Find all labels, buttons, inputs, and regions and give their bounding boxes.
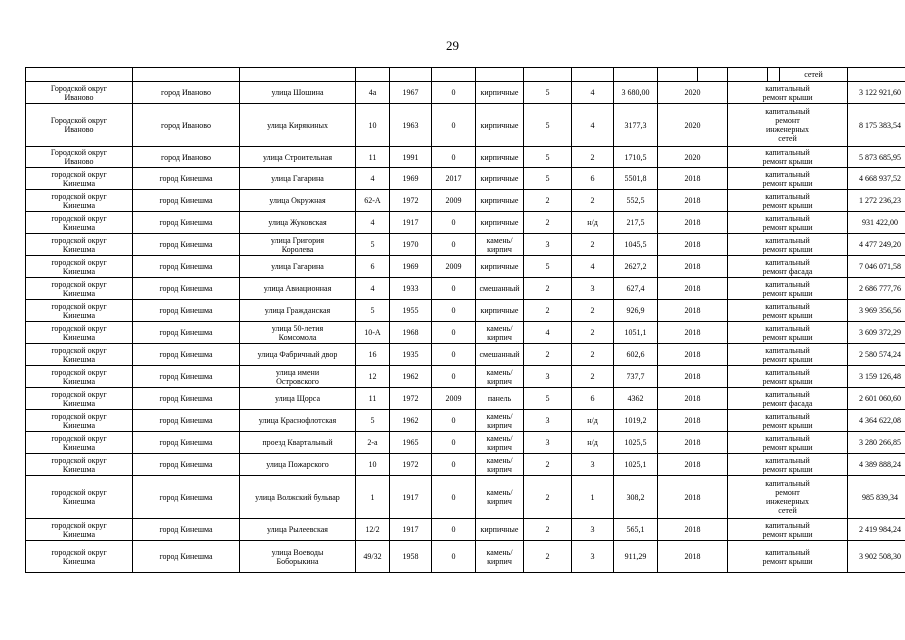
table-cell: улица Строительная bbox=[240, 147, 356, 168]
table-cell: капитальный ремонт инженерных сетей bbox=[728, 476, 848, 519]
table-cell: 10 bbox=[356, 454, 390, 476]
table-cell: камень/кирпич bbox=[476, 322, 524, 344]
table-cell: 1710,5 bbox=[614, 147, 658, 168]
table-cell: 2 bbox=[524, 519, 572, 541]
table-cell: 2 bbox=[524, 278, 572, 300]
table-cell: 911,29 bbox=[614, 541, 658, 573]
table-cell: 4 bbox=[356, 168, 390, 190]
table-cell: 1962 bbox=[390, 366, 432, 388]
table-cell: 0 bbox=[432, 344, 476, 366]
table-cell: 1917 bbox=[390, 519, 432, 541]
table-cell: кирпичные bbox=[476, 82, 524, 104]
table-cell: 2018 bbox=[658, 322, 728, 344]
table-cell: 931 422,00 bbox=[848, 212, 905, 234]
table-row bbox=[26, 147, 905, 168]
table-cell: 2 bbox=[572, 190, 614, 212]
table-cell: город Кинешма bbox=[133, 256, 240, 278]
table-cell: 2 686 777,76 bbox=[848, 278, 905, 300]
table-cell: 10 bbox=[356, 104, 390, 147]
table-cell: городской округ Кинешма bbox=[26, 322, 133, 344]
table-cell: капитальный ремонт крыши bbox=[728, 432, 848, 454]
table-cell: камень/кирпич bbox=[476, 432, 524, 454]
table-cell: город Кинешма bbox=[133, 190, 240, 212]
table-cell: 3 122 921,60 bbox=[848, 82, 905, 104]
table-cell: городской округ Кинешма bbox=[26, 432, 133, 454]
table-cell: 3 bbox=[524, 432, 572, 454]
table-cell: город Кинешма bbox=[133, 278, 240, 300]
table-cell: капитальный ремонт крыши bbox=[728, 234, 848, 256]
table-cell: 0 bbox=[432, 278, 476, 300]
table-cell: 2 bbox=[524, 454, 572, 476]
table-cell: 2627,2 bbox=[614, 256, 658, 278]
table-cell: смешанный bbox=[476, 278, 524, 300]
table-cell: камень/кирпич bbox=[476, 410, 524, 432]
table-cell: 62-А bbox=[356, 190, 390, 212]
table-row bbox=[26, 344, 905, 366]
table-cell: 10-А bbox=[356, 322, 390, 344]
table-cell: городской округ Кинешма bbox=[26, 190, 133, 212]
table-cell: 2 bbox=[572, 366, 614, 388]
table-cell: 1991 bbox=[390, 147, 432, 168]
table-cell: 2 bbox=[524, 344, 572, 366]
table-cell: 985 839,34 bbox=[848, 476, 905, 519]
table-cell: 49/32 bbox=[356, 541, 390, 573]
table-cell: улица Воеводы Боборыкина bbox=[240, 541, 356, 573]
table-cell: город Кинешма bbox=[133, 541, 240, 573]
table-cell: 2018 bbox=[658, 190, 728, 212]
table-cell: городской округ Кинешма bbox=[26, 454, 133, 476]
table-cell: 2009 bbox=[432, 256, 476, 278]
table-cell: город Кинешма bbox=[133, 344, 240, 366]
table-cell bbox=[728, 68, 768, 82]
table-cell bbox=[572, 68, 614, 82]
table-row bbox=[26, 388, 905, 410]
table-cell: 1 bbox=[572, 476, 614, 519]
table-cell bbox=[614, 68, 658, 82]
table-cell: 5 bbox=[356, 300, 390, 322]
table-cell: капитальный ремонт крыши bbox=[728, 410, 848, 432]
table-cell: улица Жуковская bbox=[240, 212, 356, 234]
table-row bbox=[26, 104, 905, 147]
table-cell: 3 bbox=[572, 278, 614, 300]
table-cell: городской округ Кинешма bbox=[26, 519, 133, 541]
table-cell: 5 bbox=[524, 168, 572, 190]
table-cell: 4 477 249,20 bbox=[848, 234, 905, 256]
table-cell: 12 bbox=[356, 366, 390, 388]
table-cell: 2018 bbox=[658, 366, 728, 388]
table-cell: городской округ Кинешма bbox=[26, 388, 133, 410]
table-cell: город Кинешма bbox=[133, 388, 240, 410]
table-cell: 1967 bbox=[390, 82, 432, 104]
table-cell: городской округ Кинешма bbox=[26, 476, 133, 519]
table-cell: 6 bbox=[572, 168, 614, 190]
table-cell: 1965 bbox=[390, 432, 432, 454]
table-cell: 1970 bbox=[390, 234, 432, 256]
table-cell: 3 159 126,48 bbox=[848, 366, 905, 388]
table-cell: город Кинешма bbox=[133, 476, 240, 519]
table-cell: 4а bbox=[356, 82, 390, 104]
table-cell: 2018 bbox=[658, 410, 728, 432]
table-cell: 5 873 685,95 bbox=[848, 147, 905, 168]
table-cell: 2018 bbox=[658, 168, 728, 190]
table-cell: 4 389 888,24 bbox=[848, 454, 905, 476]
table-cell: 0 bbox=[432, 234, 476, 256]
table-cell: улица Пожарского bbox=[240, 454, 356, 476]
table-cell: 0 bbox=[432, 432, 476, 454]
table-cell: 2018 bbox=[658, 344, 728, 366]
table-cell: капитальный ремонт крыши bbox=[728, 278, 848, 300]
table-cell: 3 969 356,56 bbox=[848, 300, 905, 322]
table-cell: камень/кирпич bbox=[476, 234, 524, 256]
table-cell: 552,5 bbox=[614, 190, 658, 212]
table-cell: 0 bbox=[432, 541, 476, 573]
table-cell: Городской округ Иваново bbox=[26, 82, 133, 104]
table-cell: 0 bbox=[432, 300, 476, 322]
table-cell: 2 bbox=[524, 476, 572, 519]
table-cell: город Кинешма bbox=[133, 212, 240, 234]
table-cell: 0 bbox=[432, 322, 476, 344]
table-cell: городской округ Кинешма bbox=[26, 366, 133, 388]
table-cell: 1 272 236,23 bbox=[848, 190, 905, 212]
table-cell: 0 bbox=[432, 519, 476, 541]
table-cell: 2018 bbox=[658, 432, 728, 454]
table-cell: 3 bbox=[572, 541, 614, 573]
table-cell: 3 bbox=[572, 519, 614, 541]
table-cell: улица имени Островского bbox=[240, 366, 356, 388]
table-cell: кирпичные bbox=[476, 519, 524, 541]
table-cell: 2018 bbox=[658, 278, 728, 300]
table-row bbox=[26, 68, 905, 82]
table-cell bbox=[26, 68, 133, 82]
table-cell: 5 bbox=[356, 410, 390, 432]
table-cell: 4362 bbox=[614, 388, 658, 410]
table-cell: капитальный ремонт крыши bbox=[728, 541, 848, 573]
table-cell: капитальный ремонт крыши bbox=[728, 322, 848, 344]
table-cell: кирпичные bbox=[476, 190, 524, 212]
table-cell: 0 bbox=[432, 410, 476, 432]
table-cell: 3 280 266,85 bbox=[848, 432, 905, 454]
table-cell: город Кинешма bbox=[133, 432, 240, 454]
table-cell: кирпичные bbox=[476, 147, 524, 168]
table-cell: 4 bbox=[356, 278, 390, 300]
table-cell: 5 bbox=[524, 104, 572, 147]
table-cell: 0 bbox=[432, 82, 476, 104]
table-cell: 7 046 071,58 bbox=[848, 256, 905, 278]
table-cell: 3 bbox=[524, 410, 572, 432]
table-cell: 5 bbox=[524, 256, 572, 278]
table-cell: 2018 bbox=[658, 454, 728, 476]
table-cell: 1958 bbox=[390, 541, 432, 573]
table-cell: улица Гагарина bbox=[240, 256, 356, 278]
table-row bbox=[26, 234, 905, 256]
table-cell: 2 bbox=[524, 541, 572, 573]
table-cell: капитальный ремонт крыши bbox=[728, 212, 848, 234]
table-cell: капитальный ремонт крыши bbox=[728, 519, 848, 541]
table-cell: 4 bbox=[572, 104, 614, 147]
table-cell: 2 419 984,24 bbox=[848, 519, 905, 541]
table-cell: улица 50-летия Комсомола bbox=[240, 322, 356, 344]
table-cell bbox=[698, 68, 728, 82]
table-cell bbox=[768, 68, 780, 82]
table-cell bbox=[240, 68, 356, 82]
table-cell: улица Гагарина bbox=[240, 168, 356, 190]
table-cell: 2 bbox=[572, 344, 614, 366]
table-cell: 3 bbox=[524, 366, 572, 388]
table-cell: 5 bbox=[524, 147, 572, 168]
table-cell bbox=[390, 68, 432, 82]
table-cell: город Кинешма bbox=[133, 366, 240, 388]
table-cell: камень/кирпич bbox=[476, 366, 524, 388]
table-cell: 2018 bbox=[658, 388, 728, 410]
table-cell: город Иваново bbox=[133, 104, 240, 147]
page-number: 29 bbox=[446, 38, 459, 53]
table-cell: улица Фабричный двор bbox=[240, 344, 356, 366]
table-cell bbox=[476, 68, 524, 82]
table-cell: 1917 bbox=[390, 212, 432, 234]
table-cell: 0 bbox=[432, 212, 476, 234]
table-cell: 4 bbox=[572, 82, 614, 104]
table-cell: город Иваново bbox=[133, 82, 240, 104]
table-cell: 602,6 bbox=[614, 344, 658, 366]
table-cell: капитальный ремонт крыши bbox=[728, 344, 848, 366]
table-cell: улица Григория Королева bbox=[240, 234, 356, 256]
table-row bbox=[26, 454, 905, 476]
table-cell: 12/2 bbox=[356, 519, 390, 541]
table-row bbox=[26, 432, 905, 454]
table-cell: 0 bbox=[432, 104, 476, 147]
table-cell: городской округ Кинешма bbox=[26, 278, 133, 300]
table-cell: городской округ Кинешма bbox=[26, 410, 133, 432]
table-cell: 2018 bbox=[658, 476, 728, 519]
table-cell: улица Волжский бульвар bbox=[240, 476, 356, 519]
table-row bbox=[26, 476, 905, 519]
table-cell: улица Шошина bbox=[240, 82, 356, 104]
table-cell: улица Кирякиных bbox=[240, 104, 356, 147]
table-cell: 1968 bbox=[390, 322, 432, 344]
table-cell: 2 bbox=[572, 322, 614, 344]
table-cell: 3 609 372,29 bbox=[848, 322, 905, 344]
table-cell: 2018 bbox=[658, 256, 728, 278]
table-cell: 2020 bbox=[658, 104, 728, 147]
table-cell: 2009 bbox=[432, 388, 476, 410]
table-cell: смешанный bbox=[476, 344, 524, 366]
table-cell: 2 bbox=[572, 147, 614, 168]
table-cell: 2018 bbox=[658, 541, 728, 573]
table-cell: кирпичные bbox=[476, 168, 524, 190]
table-cell: 2018 bbox=[658, 300, 728, 322]
table-row bbox=[26, 82, 905, 104]
table-cell: 8 175 383,54 bbox=[848, 104, 905, 147]
table-cell: кирпичные bbox=[476, 104, 524, 147]
table-cell: улица Окружная bbox=[240, 190, 356, 212]
table-cell: 1025,5 bbox=[614, 432, 658, 454]
table-row bbox=[26, 366, 905, 388]
table-cell: 4 bbox=[572, 256, 614, 278]
table-cell: город Кинешма bbox=[133, 454, 240, 476]
table-cell: 308,2 bbox=[614, 476, 658, 519]
table-cell: 2 bbox=[572, 300, 614, 322]
table-cell: 1969 bbox=[390, 256, 432, 278]
table-cell: город Кинешма bbox=[133, 168, 240, 190]
table-cell: н/д bbox=[572, 432, 614, 454]
table-cell: 1955 bbox=[390, 300, 432, 322]
table-cell: сетей bbox=[780, 68, 848, 82]
table-cell: кирпичные bbox=[476, 256, 524, 278]
table-row bbox=[26, 168, 905, 190]
table-cell: капитальный ремонт инженерных сетей bbox=[728, 104, 848, 147]
table-cell: 3 902 508,30 bbox=[848, 541, 905, 573]
table-cell: городской округ Кинешма bbox=[26, 234, 133, 256]
table-cell: 4 364 622,08 bbox=[848, 410, 905, 432]
table-cell: 1972 bbox=[390, 190, 432, 212]
table-cell: 3177,3 bbox=[614, 104, 658, 147]
table-cell: 6 bbox=[356, 256, 390, 278]
table-cell: 3 680,00 bbox=[614, 82, 658, 104]
table-cell: 2018 bbox=[658, 234, 728, 256]
table-cell: 5 bbox=[524, 82, 572, 104]
table-cell: город Кинешма bbox=[133, 234, 240, 256]
table-cell bbox=[356, 68, 390, 82]
table-cell: капитальный ремонт фасада bbox=[728, 388, 848, 410]
table-cell bbox=[133, 68, 240, 82]
table-cell: 2-а bbox=[356, 432, 390, 454]
table-cell: 627,4 bbox=[614, 278, 658, 300]
table-cell: 1933 bbox=[390, 278, 432, 300]
table-cell: улица Краснофлотская bbox=[240, 410, 356, 432]
table-cell: городской округ Кинешма bbox=[26, 344, 133, 366]
table-cell: 2 601 060,60 bbox=[848, 388, 905, 410]
table-cell: город Кинешма bbox=[133, 300, 240, 322]
table-cell: 1025,1 bbox=[614, 454, 658, 476]
table-cell: 1962 bbox=[390, 410, 432, 432]
table-row bbox=[26, 300, 905, 322]
table-cell: город Кинешма bbox=[133, 519, 240, 541]
table-cell: капитальный ремонт крыши bbox=[728, 366, 848, 388]
table-cell: камень/кирпич bbox=[476, 541, 524, 573]
table-cell: 2018 bbox=[658, 212, 728, 234]
table-cell: капитальный ремонт крыши bbox=[728, 82, 848, 104]
table-cell: 0 bbox=[432, 147, 476, 168]
table-cell: 0 bbox=[432, 366, 476, 388]
table-cell: 5 bbox=[356, 234, 390, 256]
table-row bbox=[26, 256, 905, 278]
table-cell: улица Щорса bbox=[240, 388, 356, 410]
table-cell: капитальный ремонт крыши bbox=[728, 300, 848, 322]
table-cell: 737,7 bbox=[614, 366, 658, 388]
table-cell: городской округ Кинешма bbox=[26, 256, 133, 278]
table-cell bbox=[848, 68, 905, 82]
table-cell: 1 bbox=[356, 476, 390, 519]
table-cell: капитальный ремонт фасада bbox=[728, 256, 848, 278]
table-cell: 5501,8 bbox=[614, 168, 658, 190]
table-cell: капитальный ремонт крыши bbox=[728, 147, 848, 168]
table-cell: городской округ Кинешма bbox=[26, 168, 133, 190]
table-cell: кирпичные bbox=[476, 300, 524, 322]
table-cell: 2 bbox=[524, 300, 572, 322]
table-cell: 11 bbox=[356, 388, 390, 410]
table-cell: 1051,1 bbox=[614, 322, 658, 344]
table-cell: 1045,5 bbox=[614, 234, 658, 256]
table-cell: 1917 bbox=[390, 476, 432, 519]
table-cell: город Иваново bbox=[133, 147, 240, 168]
table-cell: город Кинешма bbox=[133, 322, 240, 344]
table-cell: 565,1 bbox=[614, 519, 658, 541]
table-cell: улица Гражданская bbox=[240, 300, 356, 322]
table-cell: 2018 bbox=[658, 519, 728, 541]
table-cell: улица Авиационная bbox=[240, 278, 356, 300]
table-cell: 5 bbox=[524, 388, 572, 410]
table-cell: 2020 bbox=[658, 82, 728, 104]
table-cell: 2020 bbox=[658, 147, 728, 168]
table-cell: 217,5 bbox=[614, 212, 658, 234]
table-cell: 2 bbox=[524, 190, 572, 212]
table-cell: капитальный ремонт крыши bbox=[728, 168, 848, 190]
table-cell: городской округ Кинешма bbox=[26, 300, 133, 322]
table-row bbox=[26, 322, 905, 344]
table-cell: улица Рылеевская bbox=[240, 519, 356, 541]
table-cell: 1972 bbox=[390, 388, 432, 410]
table-cell: капитальный ремонт крыши bbox=[728, 454, 848, 476]
table-cell: 1963 bbox=[390, 104, 432, 147]
table-row bbox=[26, 278, 905, 300]
table-cell bbox=[524, 68, 572, 82]
table-cell: 1019,2 bbox=[614, 410, 658, 432]
table-cell bbox=[432, 68, 476, 82]
table-cell: город Кинешма bbox=[133, 410, 240, 432]
table-cell: капитальный ремонт крыши bbox=[728, 190, 848, 212]
table-cell: н/д bbox=[572, 410, 614, 432]
table-row bbox=[26, 212, 905, 234]
table-cell: Городской округ Иваново bbox=[26, 104, 133, 147]
table-cell: 6 bbox=[572, 388, 614, 410]
table-cell: камень/кирпич bbox=[476, 454, 524, 476]
table-row bbox=[26, 410, 905, 432]
table-cell: 2 580 574,24 bbox=[848, 344, 905, 366]
table-cell: 2 bbox=[572, 234, 614, 256]
table-row bbox=[26, 190, 905, 212]
table-cell bbox=[658, 68, 698, 82]
table-cell: проезд Квартальный bbox=[240, 432, 356, 454]
table-cell: н/д bbox=[572, 212, 614, 234]
table-cell: 4 668 937,52 bbox=[848, 168, 905, 190]
housing-repair-table bbox=[25, 67, 905, 573]
table-cell: 0 bbox=[432, 476, 476, 519]
table-cell: городской округ Кинешма bbox=[26, 541, 133, 573]
table-cell: 2009 bbox=[432, 190, 476, 212]
table-cell: камень/кирпич bbox=[476, 476, 524, 519]
table-cell: 2 bbox=[524, 212, 572, 234]
table-cell: 3 bbox=[524, 234, 572, 256]
table-row bbox=[26, 541, 905, 573]
table-cell: 1972 bbox=[390, 454, 432, 476]
table-cell: 1935 bbox=[390, 344, 432, 366]
table-cell: 3 bbox=[572, 454, 614, 476]
table-cell: 4 bbox=[524, 322, 572, 344]
table-cell: Городской округ Иваново bbox=[26, 147, 133, 168]
table-cell: городской округ Кинешма bbox=[26, 212, 133, 234]
table-cell: 2017 bbox=[432, 168, 476, 190]
table-cell: 16 bbox=[356, 344, 390, 366]
table-cell: 11 bbox=[356, 147, 390, 168]
table-cell: 4 bbox=[356, 212, 390, 234]
table-row bbox=[26, 519, 905, 541]
table-cell: 1969 bbox=[390, 168, 432, 190]
table-cell: кирпичные bbox=[476, 212, 524, 234]
table-cell: 0 bbox=[432, 454, 476, 476]
table-cell: 926,9 bbox=[614, 300, 658, 322]
table-cell: панель bbox=[476, 388, 524, 410]
